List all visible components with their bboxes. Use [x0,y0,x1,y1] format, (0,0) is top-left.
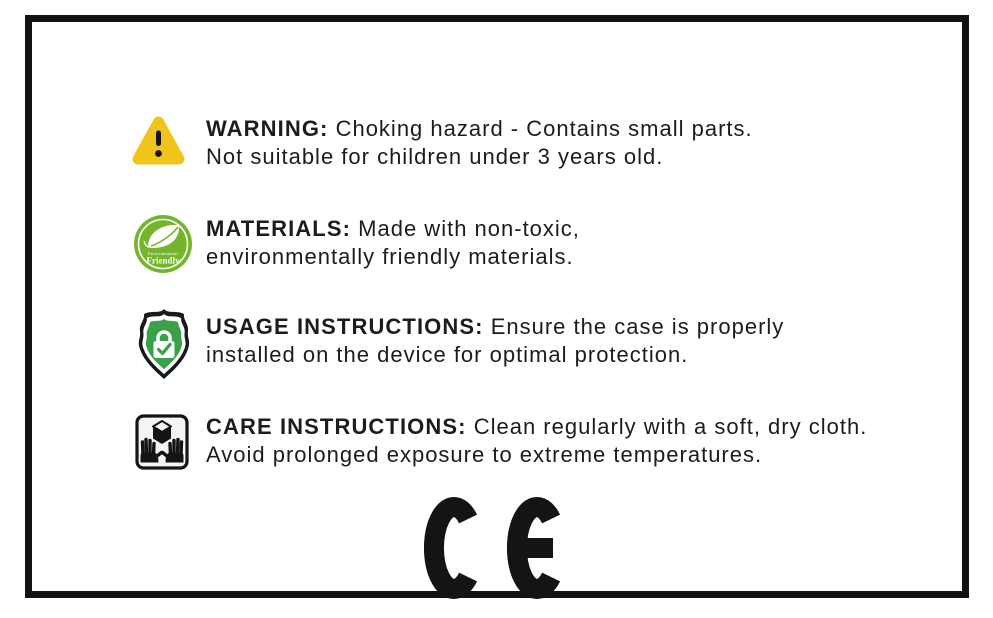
warning-line-1 [206,115,966,143]
ce-mark [420,493,580,608]
shield-lock-icon [131,308,197,385]
safety-note-usage [206,313,966,368]
usage-label: USAGE INSTRUCTIONS: [206,314,484,339]
materials-line-2: environmentally friendly materials. [206,243,574,269]
ce-letter-e-bar [525,538,553,558]
materials-line-1 [206,215,966,243]
safety-note-warning [206,115,966,170]
eco-badge-text-large: Friendly [146,255,180,266]
safety-note-care [206,413,966,468]
materials-text: Made with non-toxic, [358,216,580,241]
safety-note-materials [206,215,966,270]
ce-letter-c [434,507,468,589]
warning-text: Choking hazard - Contains small parts. [335,116,753,141]
care-line-1 [206,413,966,441]
care-text: Clean regularly with a soft, dry cloth. [473,414,868,439]
care-line-2: Avoid prolonged exposure to extreme temperatures. [206,441,763,467]
border-frame [25,15,969,598]
eco-badge-text-small: Environmental [148,251,178,256]
usage-line-1 [206,313,966,341]
warning-line-2: Not suitable for children under 3 years old. [206,143,664,169]
handle-with-care-icon [135,414,189,475]
usage-line-2: installed on the device for optimal protection. [206,341,689,367]
eco-friendly-badge-icon [134,215,192,278]
usage-text: Ensure the case is properly [490,314,785,339]
warning-triangle-icon [132,114,185,171]
warning-label: WARNING: [206,116,329,141]
care-label: CARE INSTRUCTIONS: [206,414,467,439]
materials-label: MATERIALS: [206,216,352,241]
